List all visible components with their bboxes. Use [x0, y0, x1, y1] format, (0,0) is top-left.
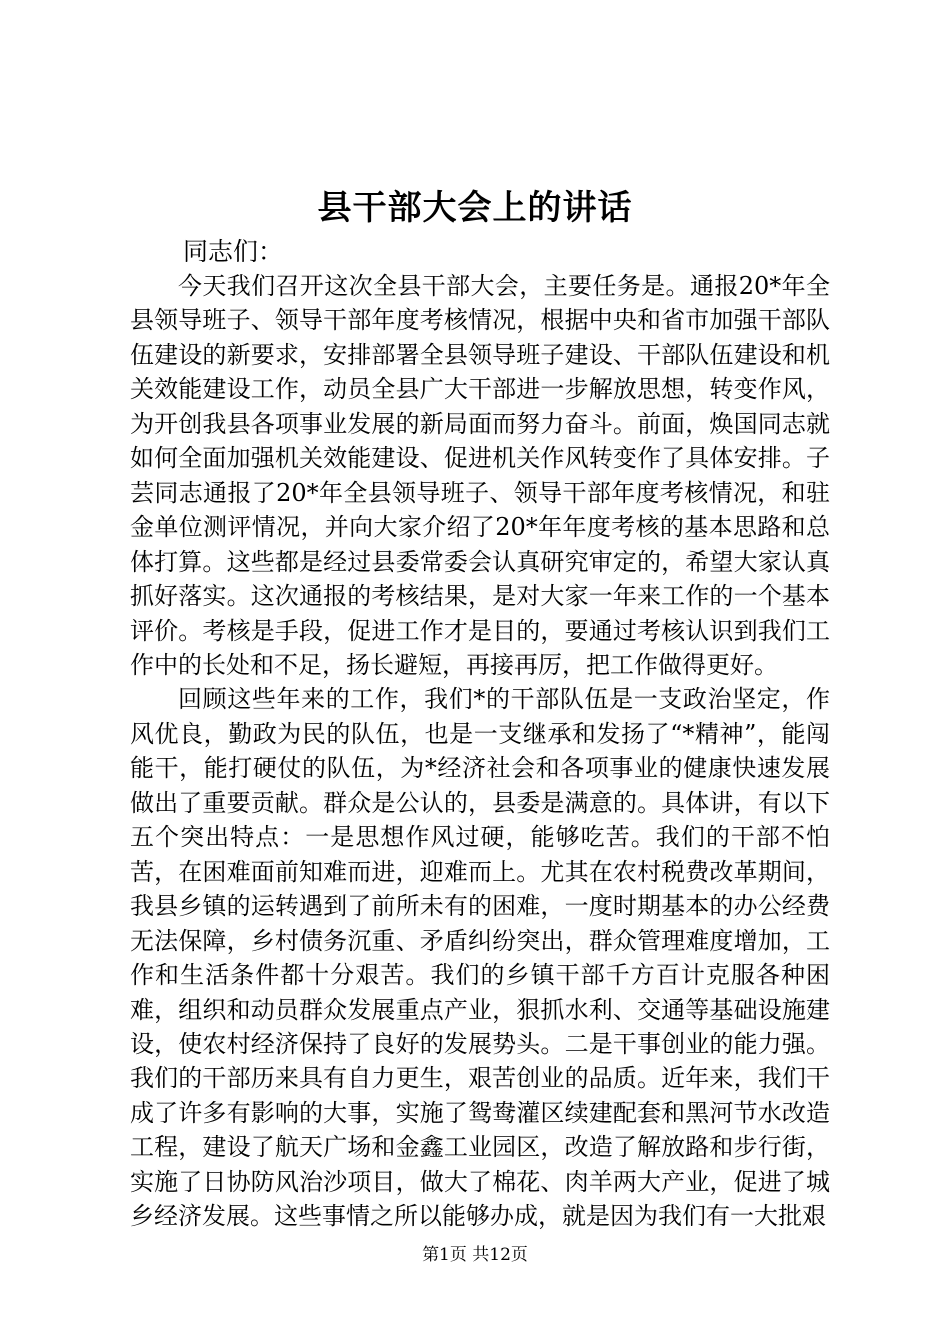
paragraph-1: 今天我们召开这次全县干部大会，主要任务是。通报20*年全县领导班子、领导干部年度考核情况，根据中央和省市加强干部队伍建设的新要求，安排部署全县领导班子建设、干部队伍建设和机关效能建设工作，动员全县广大干部进一步解放思想，转变作风，为开创我县各项事业发展的新局面而努力奋斗。前面，焕国同志就如何全面加强机关效能建设、促进机关作风转变作了具体安排。子芸同志通报了20*年全县领导班子、领导干部年度考核情况，和驻金单位测评情况，并向大家介绍了20*年年度考核的基本思路和总体打算。这些都是经过县委常委会认真研究审定的，希望大家认真抓好落实。这次通报的考核结果，是对大家一年来工作的一个基本评价。考核是手段，促进工作才是目的，要通过考核认识到我们工作中的长处和不足，扬长避短，再接再厉，把工作做得更好。: [130, 272, 830, 679]
document-title: 县干部大会上的讲话: [317, 188, 633, 228]
document-body: [130, 269, 830, 1234]
page-footer: 第1页 共12页: [422, 1245, 528, 1265]
salutation: 同志们：: [183, 237, 284, 266]
paragraph-2: 回顾这些年来的工作，我们*的干部队伍是一支政治坚定，作风优良，勤政为民的队伍，也是一支继承和发扬了“*精神”，能闯能干，能打硬仗的队伍，为*经济社会和各项事业的健康快速发展做出了重要贡献。群众是公认的，县委是满意的。具体讲，有以下五个突出特点：一是思想作风过硬，能够吃苦。我们的干部不怕苦，在困难面前知难而进，迎难而上。尤其在农村税费改革期间，我县乡镇的运转遇到了前所未有的困难，一度时期基本的办公经费无法保障，乡村债务沉重、矛盾纠纷突出，群众管理难度增加，工作和生活条件都十分艰苦。我们的乡镇干部千方百计克服各种困难，组织和动员群众发展重点产业，狠抓水利、交通等基础设施建设，使农村经济保持了良好的发展势头。二是干事创业的能力强。我们的干部历来具有自力更生，艰苦创业的品质。近年来，我们干成了许多有影响的大事，实施了鸳鸯灌区续建配套和黑河节水改造工程，建设了航天广场和金鑫工业园区，改造了解放路和步行街，实施了日协防风治沙项目，做大了棉花、肉羊两大产业，促进了城乡经济发展。这些事情之所以能够办成，就是因为我们有一大批艰: [130, 685, 830, 1231]
